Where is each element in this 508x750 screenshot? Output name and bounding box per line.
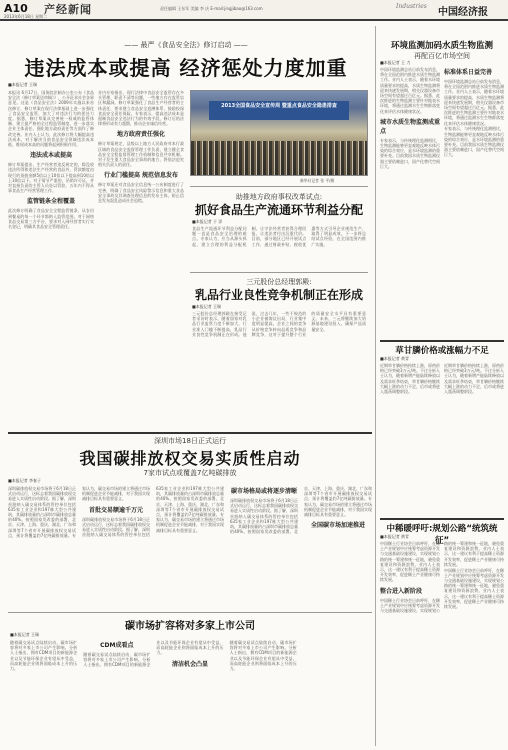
carbon-paragraph: 深圳碳排放权交易市场将于6月18日正式启动运行，这标志着我国碳排放权交易进入实质性启动阶段。据了解，深圳首批纳入碳交易体系的管控单位包括635家工业企业和197栋大型公共建筑，其碳排放量约占深圳市碳排放总量的40%。按照国家发改委的部署，北京、天津、上海、重庆、湖北、广东和深圳等7个省市开展碳排放权交易试点，预计将覆盖约7亿吨碳排放量。专家认为，碳交易市场的建立将通过市场机制促进企业节能减排，对于我国实现减排目标具有重要意义。 xyxy=(230,486,372,535)
carbon-headline: 我国碳排放权交易实质性启动 xyxy=(79,449,301,468)
env-headline: 环境监测加码水质生物监测 xyxy=(390,41,493,51)
carbon-paragraph: 深圳碳排放权交易市场将于6月18日正式启动运行，这标志着我国碳排放权交易进入实质性启动阶段。据了解，深圳首批纳入碳交易体系的管控单位包括635家工业企业和197栋大型公共建筑，其碳排放量约占深圳市碳排放总量的40%。按照国家发改委的部署，北京、天津、上海、重庆、湖北、广东和深圳等7个省市开展碳排放权交易试点，预计将覆盖约7亿吨碳排放量。专家认为，碳交易市场的建立将通过市场机制促进企业节能减排，对于我国实现减排目标具有重要意义。 xyxy=(8,486,150,538)
food-kicker: 助推地方政府事权改革试点: xyxy=(235,193,323,201)
conference-photo xyxy=(190,90,368,176)
photo-crowd xyxy=(191,141,367,175)
lead-subhead: 违法成本或提高 xyxy=(29,152,72,160)
glyphosate-paragraph: 近期草甘膦价格持续上涨，原药价格已经突破3万元/吨。不过分析人士认为，随着新增产能陆续释放以及需求旺季结束，草甘膦价格继续大幅上涨的动力不足，后市或将进入震荡调整阶段。 xyxy=(444,363,504,395)
glyphosate-paragraph: 近期草甘膦价格持续上涨，原药价格已经突破3万元/吨。不过分析人士认为，随着新增产能陆续释放以及需求旺季结束，草甘膦价格继续大幅上涨的动力不足，后市或将进入震荡调整阶段。 xyxy=(380,363,440,395)
glyphosate-headline: 草甘膦价格或涨幅力不足 xyxy=(395,346,489,356)
rare-earth-body xyxy=(380,541,504,746)
lead-paragraph: 业内专家指出，现行法律中食品安全监管存在多头管理、职责不清等问题，一些地方存在监管盲区和漏洞。修订草案强化了食品生产经营者的主体责任，要求建立食品安全追溯体系，鼓励投保食品安全责任保险。专家表示，提高违法成本是遏制食品安全违法行为的有效手段，修订后的法律将形成有力震慑，推动企业诚信经营。 xyxy=(98,90,184,127)
rare-earth-subhead: 整合进入新阶段 xyxy=(380,587,423,595)
carbon-byline: ■本报记者 李春子 xyxy=(8,478,42,483)
lead-subhead: 监管链条全程覆盖 xyxy=(26,198,75,206)
rare-earth-headline: 中稀暖呼吁:规划公路“统筑统征” xyxy=(386,524,498,546)
food-headline: 抓好食品生产流通环节利益分配 xyxy=(194,203,363,217)
editor-line: 责任编辑 王东军 美编 李 庆 E-mail:jingjibao@163.com xyxy=(160,6,263,11)
carbon-section-head: 首批交易额逾千万元 xyxy=(88,506,143,514)
dairy-headline: 乳品行业良性竞争机制正在形成 xyxy=(194,288,363,302)
issue-date: 2013年6月18日 星期二 xyxy=(4,14,48,19)
carbon-market-paragraph: 随着碳交易试点陆续启动，碳市场扩容将对多家上市公司产生影响。分析人士指出，拥有CDM项目的新能源企业以及节能环保企业有望从中受益，而高耗能企业则将面临成本上升的压力。 xyxy=(229,640,297,672)
rare-earth-paragraph: 中国稀土行业协会日前呼吁，在稀土产业规划中应统筹考虑资源开发与交通基础设施建设，实现规划公路的统一筹建和统一征地，避免重复建设和资源浪费。业内人士表示，这一建议有利于提高稀土资源开发效率，促进稀土产业健康可持续发展。 xyxy=(380,541,440,583)
column-divider xyxy=(375,26,376,746)
lead-paragraph: 本报讯 6月17日，国务院法制办公室公布《食品安全法（修订草案送审稿）》，公开征求社会各界意见。这是《食品安全法》2009年实施以来首次修订，修订草案在现行法律基础上进一步强化了食品安全监管，加大了对违法行为的惩处力度。据悉，修订草案从完善统一权威的监管体制、建立最严格的全过程监管制度、进一步落实企业主体责任、强化地方政府责任等方面作了修改完善。业内人士认为，此次修订将大幅提高违法成本，对于解决当前食品安全领域违法成本低、维权成本高的问题将起到积极作用。 xyxy=(8,90,94,148)
lead-subhead: 地方政府责任强化 xyxy=(116,131,165,139)
env-subhead: 城市水质生物监测成重点 xyxy=(380,118,441,135)
carbon-kicker: 深圳市场18日正式运行 xyxy=(154,437,226,445)
carbon-market-section-head: CDM成看点 xyxy=(100,642,134,649)
rare-earth-paragraph: 中国稀土行业协会日前呼吁，在稀土产业规划中应统筹考虑资源开发与交通基础设施建设，实现规划公路的统一筹建和统一征地，避免重复建设和资源浪费。业内人士表示，这一建议有利于提高稀土资源开发效率，促进稀土产业健康可持续发展。 xyxy=(380,541,504,614)
divider xyxy=(8,432,372,434)
divider xyxy=(380,518,504,520)
lead-headline: 违法成本或提高 经济惩处力度加重 xyxy=(24,56,348,80)
lead-paragraph: 此次修订明确了食品安全全程监管链条，从农田到餐桌的每一个环节都纳入监管范围。对于网络食品交易第三方平台，要求对入网经营者实行实名登记，明确其食品安全管理责任。 xyxy=(8,208,94,230)
dairy-body: 三元股份总经理郭殿在接受记者采访时表示，随着国家对乳品行业监管力度不断加大，行业准入门槛不断提高，乳品行业良性竞争机制正在形成。他说，过去几年，一些不规范的小企业被淘汰出局，行业集中度明显提高。企业之间的竞争从价格竞争转向品质竞争和品牌竞争，这对于提升整个行业的质量安全水平具有重要意义。未来，三元将继续加大奶源基地建设投入，确保产品质量安全。 xyxy=(192,311,366,337)
lead-paragraph: 修订草案规定，县级以上地方人民政府对本行政区域的食品安全监督管理工作负责，建立健全食品安全全程监督管理工作机制和信息共享机制。对于发生重大食品安全事故的地方，将依法追究相关负责人的责任。 xyxy=(98,141,184,168)
industries-label: Industries xyxy=(396,3,427,10)
env-kicker: 再配百亿市场空间 xyxy=(414,52,470,60)
photo-banner-text: 2013全国食品安全宣传周 暨重点食品安全隐患排查 xyxy=(209,101,350,119)
carbon-section-head: 碳市场格局或将逐步清晰 xyxy=(230,488,297,495)
rare-earth-byline: ■本报记者 黄青 xyxy=(380,534,410,539)
carbon-market-byline: ■本报记者 王瑞 xyxy=(10,632,40,637)
lead-paragraph: 修订草案提出，生产经营者违反规定的，除没收违法所得和违法生产经营的食品外，罚款额度由现行的货值金额5倍以上10倍以下提高到10倍以上30倍以下。对于情节严重的，吊销许可证，并对直接负责的主管人员处以罚款，五年内不得从事食品生产经营管理工作。 xyxy=(8,162,94,194)
glyphosate-byline: ■本报记者 黄青 xyxy=(380,356,410,361)
env-subhead: 标准体系日益完善 xyxy=(444,69,493,76)
carbon-market-paragraph: 随着碳交易试点陆续启动，碳市场扩容将对多家上市公司产生影响。分析人士指出，拥有CDM项目的新能源企业以及节能环保企业有望从中受益，而高耗能企业则将面临成本上升的压力。 xyxy=(83,640,224,668)
carbon-section-head: 全国碳市场加速推进 xyxy=(310,522,365,530)
section-title: 产经新闻 xyxy=(44,3,92,16)
food-byline: ■本报记者 于 洋 xyxy=(192,219,223,224)
rare-earth-paragraph: 中国稀土行业协会日前呼吁，在稀土产业规划中应统筹考虑资源开发与交通基础设施建设，实现规划公路的统一筹建和统一征地，避免重复建设和资源浪费。业内人士表示，这一建议有利于提高稀土资源开发效率，促进稀土产业健康可持续发展。 xyxy=(444,567,504,610)
glyphosate-body xyxy=(380,363,504,443)
divider xyxy=(190,272,368,273)
page-number: A10 xyxy=(4,2,28,15)
carbon-market-body xyxy=(10,640,370,746)
masthead-logo: 中国经济报 xyxy=(438,7,488,18)
lead-paragraph: 修订草案还对食品安全信息统一公布制度进行了完善，明确了食品安全风险警示信息和重大食品安全事故及其调查处理信息的发布主体，防止信息发布混乱造成社会恐慌。 xyxy=(98,182,184,204)
env-paragraph: 专家表示，与传统理化监测相比，生物监测能够更直观地反映水体污染的综合效应，是水环境监测的重要补充。目前我国水质生物监测仪器主要依赖进口，国产化替代空间巨大。 xyxy=(444,126,504,158)
env-paragraph: 中国环境监测总站日前发布消息，将在全国范围内推进水质生物监测工作。业内人士表示，随着水环境质量要求的提高，水质生物监测将迎来快速发展期，相关仪器设备市场空间有望超过百亿元。据悉，此次推进的生物监测主要针对地表水环境，将通过监测水生生物群落变化来评估水体健康状况。 xyxy=(380,67,440,114)
carbon-market-headline: 碳市场扩容将对多家上市公司 xyxy=(125,621,255,632)
divider xyxy=(8,612,372,613)
dairy-byline: ■本报记者 王瑞 xyxy=(192,304,222,309)
lead-kicker: —— 最严《食品安全法》修订启动 —— xyxy=(124,41,248,49)
carbon-market-section-head: 清洁机会凸显 xyxy=(171,660,208,668)
lead-column-2 xyxy=(98,90,184,430)
env-paragraph: 专家表示，与传统理化监测相比，生物监测能够更直观地反映水体污染的综合效应，是水环境监测的重要补充。目前我国水质生物监测仪器主要依赖进口，国产化替代空间巨大。 xyxy=(380,137,440,169)
food-body: 食品生产流通环节利益分配问题一直是食品安全治理的难点。专家认为，应当从源头抓起，建立合理的利益分配机制，让守法经营者获得合理回报，让违法者付出沉重代价。目前，部分地区已经开展试点工作，通过财政补贴、税收优惠等方式引导企业规范生产，取得了明显成效。下一步将总结试点经验，在全国范围内推广实施。 xyxy=(192,226,366,247)
carbon-paragraph: 深圳碳排放权交易市场将于6月18日正式启动运行，这标志着我国碳排放权交易进入实质性启动阶段。据了解，深圳首批纳入碳交易体系的管控单位包括635家工业企业和197栋大型公共建筑，其碳排放量约占深圳市碳排放总量的40%。按照国家发改委的部署，北京、天津、上海、重庆、湖北、广东和深圳等7个省市开展碳排放权交易试点，预计将覆盖约7亿吨碳排放量。专家认为，碳交易市场的建立将通过市场机制促进企业节能减排，对于我国实现减排目标具有重要意义。 xyxy=(82,486,224,538)
env-paragraph: 中国环境监测总站日前发布消息，将在全国范围内推进水质生物监测工作。业内人士表示，随着水环境质量要求的提高，水质生物监测将迎来快速发展期，相关仪器设备市场空间有望超过百亿元。据悉，此次推进的生物监测主要针对地表水环境，将通过监测水生生物群落变化来评估水体健康状况。 xyxy=(444,79,504,126)
env-byline: ■本报记者 王 力 xyxy=(380,60,411,65)
env-body xyxy=(380,67,504,311)
divider xyxy=(190,186,368,187)
carbon-market-paragraph: 随着碳交易试点陆续启动，碳市场扩容将对多家上市公司产生影响。分析人士指出，拥有CDM项目的新能源企业以及节能环保企业有望从中受益，而高耗能企业则将面临成本上升的压力。 xyxy=(10,640,78,672)
carbon-body xyxy=(8,486,372,604)
lead-subhead: 行业门槛提高 规范信息发布 xyxy=(103,172,179,180)
divider xyxy=(380,340,504,342)
photo-caption: 新华社记者 张 平/摄 xyxy=(300,178,335,183)
lead-byline: ■本报记者 王瑞 xyxy=(8,82,38,87)
dairy-kicker: 三元股份总经理郭殿: xyxy=(246,278,312,286)
lead-column-1 xyxy=(8,90,94,430)
carbon-subhead: 7家市试点或覆盖7亿吨碳排放 xyxy=(143,469,237,477)
